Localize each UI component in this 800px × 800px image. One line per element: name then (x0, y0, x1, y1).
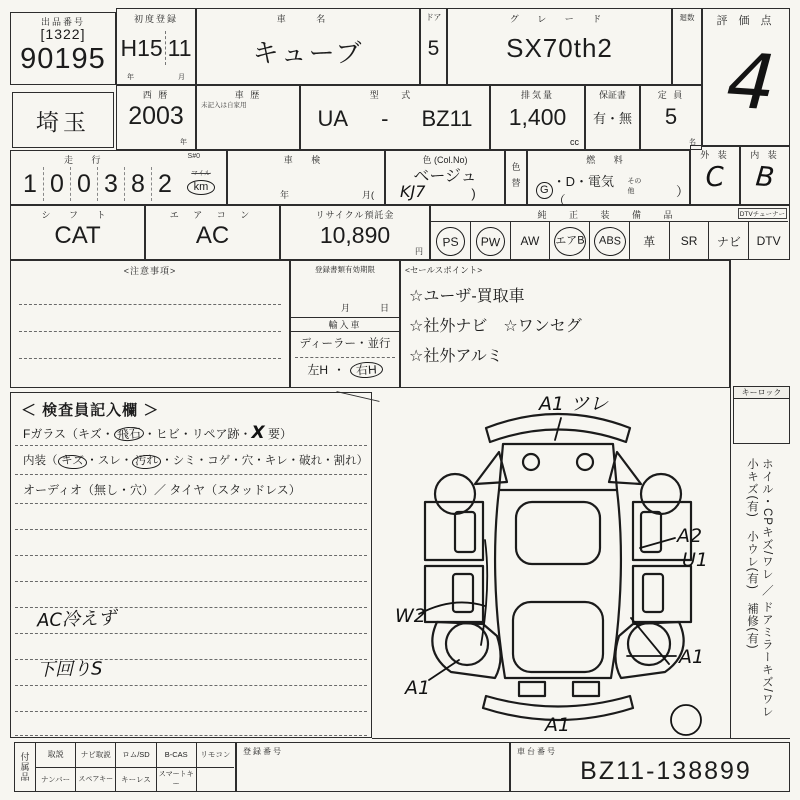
score-label: 評 価 点 (716, 15, 776, 27)
sales-point-3: ☆社外アルミ (409, 348, 503, 365)
diagram-note-a1-bottom-left: A1 (405, 677, 431, 699)
sidebar-vertical-note: ホイル・CPキズ/ワレ ／ ドアミラーキズ/ワレ 小キズ(有) 小ウレ(有) 補修(有) (745, 458, 773, 731)
color-value: ベージュ (413, 168, 477, 185)
equipment-cell-leather: 革 (629, 222, 669, 260)
accessory-remote: リモコン (196, 743, 234, 767)
color-change-char1: 色 (511, 162, 521, 172)
hood-panel (499, 444, 617, 490)
displacement-label: 排気量 (520, 90, 554, 100)
shift-box (10, 205, 145, 260)
inspector-notes-box (10, 392, 372, 738)
accessory-navi-manual: ナビ取説 (75, 743, 115, 767)
exterior-label: 外 装 (700, 150, 730, 160)
front-right-wheel (641, 474, 681, 514)
hood-detail-right (577, 454, 593, 470)
mileage-digit: 0 (44, 167, 71, 201)
car-history-box (196, 85, 300, 150)
mileage-digit: 2 (158, 169, 172, 198)
inspector-title: ＜ 検査員記入欄 ＞ (21, 402, 160, 419)
diagram-note-top: A1 ツレ (539, 393, 609, 415)
calendar-year-unit: 年 (180, 139, 187, 146)
shaken-box (227, 150, 385, 205)
mileage-digit: 3 (98, 167, 125, 201)
fglass-x-mark: X (251, 423, 265, 443)
mileage-box (10, 150, 227, 205)
right-rear-window (643, 574, 663, 612)
aircon-label: エ ア コ ン (169, 210, 256, 220)
docs-day-unit: 日 (379, 303, 389, 313)
chassis-number-label: 車台番号 (517, 747, 557, 756)
model-code-box (300, 85, 490, 150)
sales-points-box (400, 260, 730, 388)
shaken-label: 車 検 (283, 155, 329, 165)
handle-right-option-circled: 右H (350, 361, 383, 379)
mileage-digit: 1 (17, 167, 44, 201)
fuel-box (527, 150, 690, 208)
capacity: 5 (664, 104, 678, 129)
car-name-label: 車 名 (276, 14, 340, 24)
right-taillight (573, 682, 599, 696)
docs-month-unit: 月 (340, 303, 350, 313)
cautions-box (10, 260, 290, 388)
grade: SX70th2 (506, 33, 613, 63)
equipment-label: 純 正 装 備 品 (537, 210, 683, 220)
cc-unit: cc (570, 137, 579, 147)
left-front-window (455, 512, 475, 552)
score-value: 4 (723, 35, 779, 128)
interior-grade-box (740, 145, 790, 205)
fuel-gasoline-circled: G (536, 182, 553, 199)
sales-points-label: <セールスポイント> (405, 265, 483, 275)
model-dash: - (381, 106, 389, 131)
right-rear-fender (615, 622, 683, 678)
aircon-box (145, 205, 280, 260)
interior-circled-yogore: 汚れ (132, 454, 162, 469)
car-name-box (196, 8, 420, 85)
auction-lane-number: [1322] (40, 26, 86, 42)
sales-point-1: ☆ユーザ-買取車 (409, 288, 525, 305)
documents-expiry-label: 登録書類有効期限 (315, 265, 375, 274)
hood-detail-left (523, 454, 539, 470)
recycle-deposit-box (280, 205, 430, 260)
rear-window (513, 602, 603, 672)
mileage-digit: 8 (125, 167, 152, 201)
model-code: BZ11 (421, 106, 473, 131)
handle-left-option: 左H (307, 363, 328, 377)
front-left-wheel (435, 474, 475, 514)
keylock-box (733, 398, 790, 444)
accessory-empty-cell (196, 768, 234, 792)
accessory-manual: 取説 (47, 750, 64, 760)
yen-unit: 円 (415, 247, 423, 256)
displacement: 1,400 (508, 104, 567, 130)
rounds-box (672, 8, 702, 85)
inspector-fglass-line: Fガラス（キズ・ 飛石 ・ヒビ・リペア跡・X 要） (23, 423, 292, 443)
accessory-keyless: キーレス (115, 768, 155, 792)
auction-number-label: 出品番号 (40, 17, 85, 27)
accessories-table (14, 742, 236, 792)
equipment-cell-dtv: DTV (748, 222, 788, 260)
diagram-note-a2: A2 (677, 525, 703, 547)
km-unit: km (187, 180, 216, 195)
capacity-box (640, 85, 702, 150)
handle-separator: ・ (332, 363, 345, 377)
exterior-grade-box (690, 145, 740, 205)
calendar-label: 西 暦 (142, 90, 170, 100)
equipment-box (430, 205, 790, 260)
equipment-cell-abs: ABS (589, 222, 629, 260)
accessory-number-plate: ナンバー (41, 774, 71, 784)
grade-label: グ レ ー ド (509, 14, 610, 24)
displacement-box (490, 85, 585, 150)
exterior-grade: C (704, 161, 726, 194)
tuner-note: DTVチューナー (738, 208, 787, 219)
inspector-interior-line: 内装（ キズ ・スレ・ 汚れ ・シミ・コゲ・穴・キレ・破れ・割れ） (23, 454, 369, 468)
cautions-line (19, 331, 281, 332)
car-damage-diagram (393, 390, 728, 740)
inspector-handwritten-note-2: 下回りS (36, 658, 103, 681)
diagram-note-a1-bottom: A1 (545, 714, 571, 736)
warranty-options: 有・無 (592, 111, 632, 126)
first-reg-month-unit: 月 (178, 74, 185, 81)
chassis-number: BZ11-138899 (580, 757, 752, 785)
first-registration-label: 初度登録 (133, 14, 178, 24)
shift-value: CAT (54, 222, 101, 249)
sales-point-2: ☆社外ナビ ☆ワンセグ (409, 318, 582, 335)
score-box (702, 8, 790, 147)
cautions-line (19, 304, 281, 305)
accessory-rom-sd: ロム/SD (115, 743, 155, 767)
car-name: キューブ (252, 38, 364, 68)
registration-number-label: 登録番号 (243, 747, 283, 756)
interior-label: 内 装 (750, 150, 780, 160)
mile-unit-label: マイル (191, 170, 211, 177)
mileage-label: 走 行 (63, 155, 109, 165)
door-count: 5 (427, 37, 440, 60)
interior-circled-kizu: キズ (57, 454, 86, 469)
recycle-label: リサイクル預託金 (315, 210, 395, 220)
calendar-year-box (116, 85, 196, 150)
color-change-char2: 替 (511, 178, 521, 189)
capacity-unit: 名 (689, 139, 696, 146)
recycle-amount: 10,890 (319, 222, 391, 248)
left-rear-fender (432, 622, 500, 678)
fuel-label: 燃 料 (586, 155, 631, 165)
s-number-label: S#0 (187, 153, 200, 160)
rounds-label: 廻数 (679, 13, 695, 22)
fglass-circled-item: 飛石 (113, 426, 144, 442)
first-reg-year-unit: 年 (127, 74, 134, 81)
inspector-audio-line: オーディオ（無し・穴）／ タイヤ（スタッドレス） (23, 483, 301, 497)
first-registration-month: 11 (167, 34, 192, 61)
accessories-label: 付属品 (15, 743, 36, 791)
first-registration-box (116, 8, 196, 85)
fuel-other-label: その他 (627, 178, 642, 195)
diagram-right-separator (730, 260, 731, 738)
aircon-value: AC (195, 222, 230, 249)
equipment-cell-aw: AW (510, 222, 550, 260)
capacity-label: 定 員 (657, 90, 685, 100)
handwritten-circle-mark (671, 705, 701, 735)
mileage-digit: 0 (71, 167, 98, 201)
fuel-close-paren: ） (675, 183, 689, 199)
shaken-month-unit: 月( (362, 190, 374, 200)
prefecture-box (12, 92, 114, 148)
warranty-label: 保証書 (598, 90, 626, 100)
model-prefix: UA (317, 106, 349, 131)
equipment-cell-pw: PW (470, 222, 510, 260)
cautions-label: <注意事項> (123, 266, 177, 276)
accessory-bcas: B-CAS (156, 743, 196, 767)
equipment-cell-navi: ナビ (708, 222, 748, 260)
color-box (385, 150, 505, 205)
grade-box (447, 8, 672, 85)
diagram-note-w2: W2 (395, 605, 426, 627)
first-registration-era: H15 (120, 34, 163, 61)
warranty-box (585, 85, 640, 150)
dealer-parallel-options: ディーラー・並行 (299, 338, 391, 350)
car-history-note: 未記入は自家用 (201, 102, 247, 109)
inspector-handwritten-note-1: AC冷えず (36, 607, 117, 632)
rear-right-wheel-slash (631, 618, 669, 664)
keylock-label: キーロック (733, 386, 790, 398)
registration-number-box (236, 742, 510, 792)
bottom-left-a1-pointer (429, 660, 459, 680)
equipment-cell-sr: SR (669, 222, 709, 260)
door-box (420, 8, 447, 85)
import-car-label: 輸入車 (291, 317, 399, 332)
interior-grade: B (754, 161, 776, 194)
color-number-paren: ) (471, 186, 476, 201)
accessory-smart-key: スマートキー (156, 768, 196, 792)
chassis-number-box (510, 742, 790, 792)
equipment-cell-airbag: エアB (549, 222, 589, 260)
diagram-note-u1: U1 (682, 549, 708, 571)
auction-number: 90195 (20, 43, 106, 75)
auction-number-box (10, 12, 116, 85)
handle-options (291, 361, 399, 378)
door-label: ドア (425, 13, 442, 22)
left-rear-window (453, 574, 473, 612)
a2-pointer (640, 538, 675, 548)
windshield (516, 502, 600, 564)
color-change-box (505, 150, 527, 205)
prefecture: 埼玉 (36, 108, 90, 135)
fuel-options: ・D・電気（ (552, 174, 615, 208)
color-label: 色 (Col.No) (422, 155, 468, 165)
color-number: KJ7 (400, 182, 426, 201)
documents-box (290, 260, 400, 388)
equipment-cell-ps: PS (431, 222, 470, 260)
model-label: 型 式 (369, 90, 421, 100)
accessory-spare-key: スペアキー (75, 768, 115, 792)
left-taillight (519, 682, 545, 696)
diagram-note-a1-right: A1 (679, 646, 705, 668)
shift-label: シ フ ト (41, 210, 114, 220)
cautions-line (19, 358, 281, 359)
calendar-year: 2003 (128, 102, 184, 130)
shaken-year-unit: 年 (280, 190, 290, 200)
car-history-label: 車 歴 (234, 90, 262, 100)
